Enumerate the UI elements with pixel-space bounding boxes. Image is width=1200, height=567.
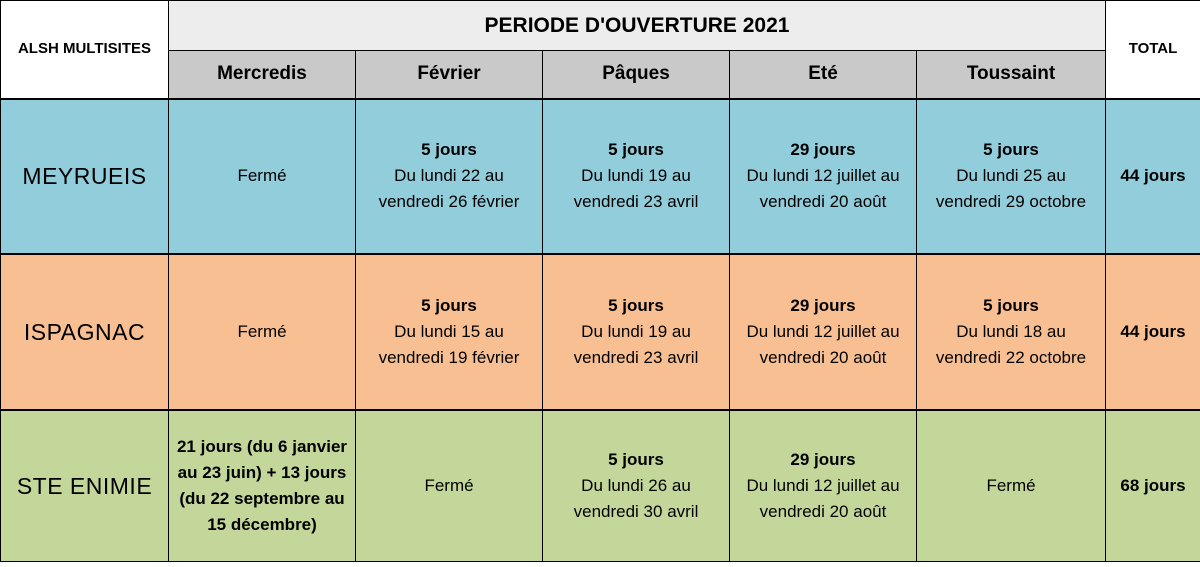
mercredis-line-1: 21 jours (du 6 janvier bbox=[176, 436, 348, 456]
column-header-mercredis: Mercredis bbox=[169, 51, 356, 99]
date-line-2: vendredi 20 août bbox=[759, 501, 887, 521]
column-header-fevrier: Février bbox=[356, 51, 543, 99]
date-line-2: vendredi 29 octobre bbox=[935, 192, 1087, 211]
date-line-1: Du lundi 12 juillet au bbox=[746, 321, 900, 341]
period-title: PERIODE D'OUVERTURE 2021 bbox=[169, 1, 1106, 51]
cell-ete bbox=[730, 99, 917, 254]
date-line-1: Du lundi 19 au bbox=[581, 321, 691, 341]
date-line-2: vendredi 26 février bbox=[378, 192, 520, 211]
column-header-paques: Pâques bbox=[543, 51, 730, 99]
date-line-2: vendredi 23 avril bbox=[573, 347, 699, 367]
table-row-ispagnac bbox=[1, 254, 1200, 410]
cell-mercredis: Fermé bbox=[169, 99, 356, 254]
cell-ete bbox=[730, 410, 917, 562]
date-line-2: vendredi 20 août bbox=[759, 192, 887, 211]
site-name: ISPAGNAC bbox=[1, 254, 169, 410]
days-count: 5 jours bbox=[983, 140, 1039, 159]
cell-toussaint bbox=[917, 99, 1106, 254]
date-line-1: Du lundi 19 au bbox=[581, 166, 691, 185]
cell-paques bbox=[543, 99, 730, 254]
cell-ete bbox=[730, 254, 917, 410]
date-line-1: Du lundi 12 juillet au bbox=[746, 166, 900, 185]
cell-fevrier: Fermé bbox=[356, 410, 543, 562]
date-line-1: Du lundi 18 au bbox=[956, 321, 1066, 341]
mercredis-line-3: (du 22 septembre au bbox=[179, 488, 345, 508]
days-count: 5 jours bbox=[983, 295, 1039, 315]
column-header-ete: Eté bbox=[730, 51, 917, 99]
days-count: 5 jours bbox=[608, 449, 664, 469]
cell-fevrier bbox=[356, 254, 543, 410]
cell-toussaint: Fermé bbox=[917, 410, 1106, 562]
date-line-2: vendredi 19 février bbox=[378, 347, 520, 367]
cell-fevrier bbox=[356, 99, 543, 254]
days-count: 5 jours bbox=[608, 295, 664, 315]
days-count: 5 jours bbox=[608, 140, 664, 159]
site-name: MEYRUEIS bbox=[1, 99, 169, 254]
date-line-1: Du lundi 12 juillet au bbox=[746, 475, 900, 495]
cell-total: 44 jours bbox=[1106, 254, 1200, 410]
cell-mercredis: Fermé bbox=[169, 254, 356, 410]
site-name: STE ENIMIE bbox=[1, 410, 169, 562]
date-line-1: Du lundi 22 au bbox=[394, 166, 504, 185]
date-line-1: Du lundi 15 au bbox=[394, 321, 504, 341]
date-line-1: Du lundi 26 au bbox=[581, 475, 691, 495]
cell-total: 68 jours bbox=[1106, 410, 1200, 562]
date-line-1: Du lundi 25 au bbox=[956, 166, 1066, 185]
days-count: 5 jours bbox=[421, 295, 477, 315]
cell-paques bbox=[543, 410, 730, 562]
days-count: 29 jours bbox=[790, 140, 856, 159]
cell-toussaint bbox=[917, 254, 1106, 410]
total-header: TOTAL bbox=[1106, 1, 1200, 99]
corner-header: ALSH MULTISITES bbox=[1, 1, 169, 99]
days-count: 5 jours bbox=[421, 140, 477, 159]
days-count: 29 jours bbox=[790, 449, 856, 469]
cell-total: 44 jours bbox=[1106, 99, 1200, 254]
date-line-2: vendredi 20 août bbox=[759, 347, 887, 367]
column-header-toussaint: Toussaint bbox=[917, 51, 1106, 99]
table-row-meyrueis bbox=[1, 99, 1200, 254]
mercredis-line-2: au 23 juin) + 13 jours bbox=[177, 462, 347, 482]
date-line-2: vendredi 22 octobre bbox=[935, 347, 1087, 367]
table-row-ste-enimie bbox=[1, 410, 1200, 562]
date-line-2: vendredi 30 avril bbox=[573, 501, 699, 521]
cell-paques bbox=[543, 254, 730, 410]
date-line-2: vendredi 23 avril bbox=[573, 192, 699, 211]
cell-mercredis bbox=[169, 410, 356, 562]
days-count: 29 jours bbox=[790, 295, 856, 315]
mercredis-line-4: 15 décembre) bbox=[207, 514, 317, 534]
